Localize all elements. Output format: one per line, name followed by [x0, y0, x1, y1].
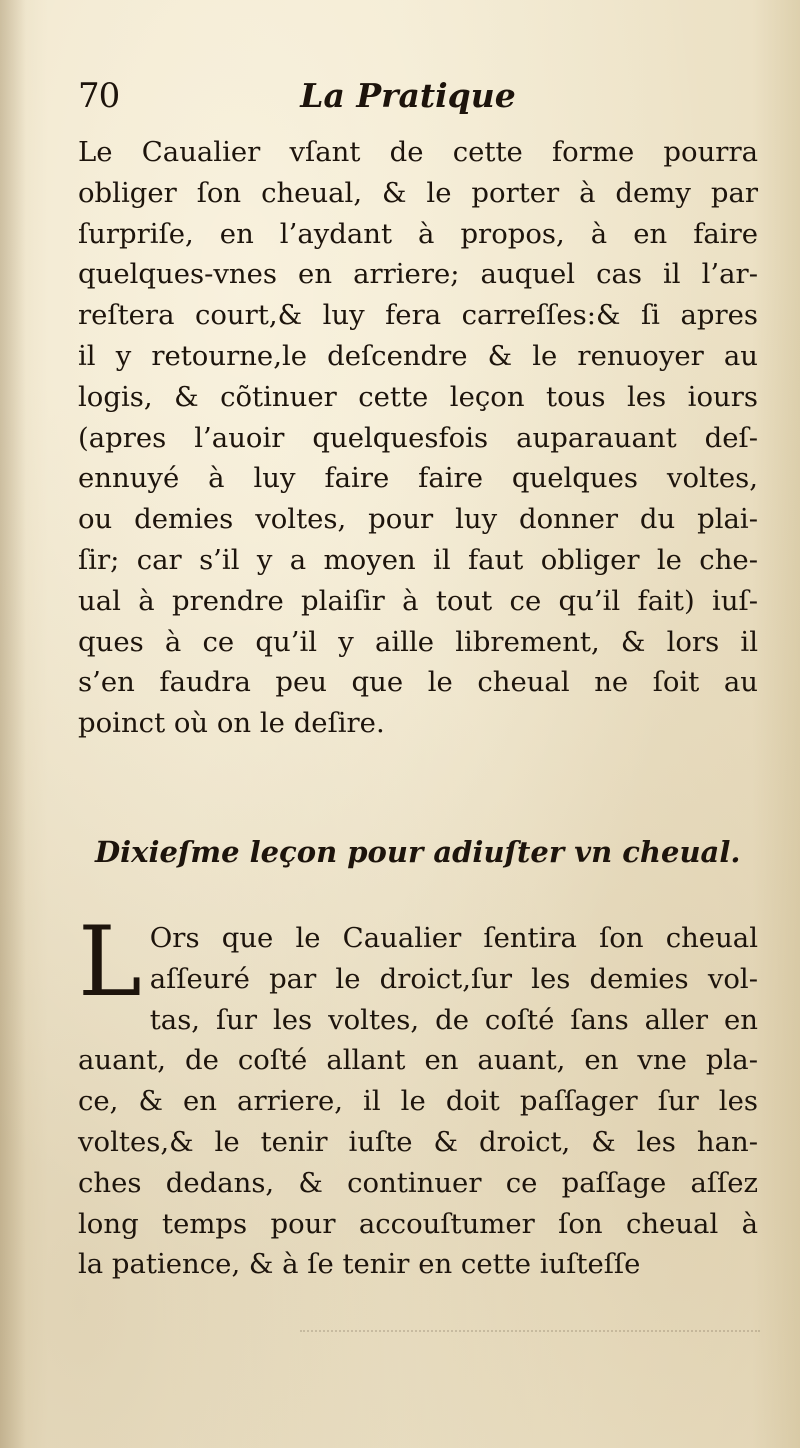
text-line: la patience, & à ſe tenir en cette iuſteſſe — [78, 1248, 641, 1281]
text-line: auant, de coſté allant en auant, en vne pla- — [78, 1044, 758, 1077]
text-line: s’en faudra peu que le cheual ne ſoit au — [78, 666, 758, 699]
text-line: il y retourne,le deſcendre & le renuoyer au — [78, 339, 758, 372]
text-line: voltes,& le tenir iuſte & droict, & les han- — [78, 1125, 758, 1158]
text-line: ennuyé à luy faire faire quelques voltes, — [78, 462, 758, 495]
text-line: ques à ce qu’il y aille librement, & lors il — [78, 625, 758, 658]
text-line: (apres l’auoir quelquesfois auparauant deſ- — [78, 421, 758, 454]
text-line: ſurpriſe, en l’aydant à propos, à en faire — [78, 217, 758, 250]
text-line: logis, & cõtinuer cette leçon tous les iours — [78, 380, 758, 413]
page-gutter-shadow — [0, 0, 26, 1448]
drop-cap: L — [78, 906, 142, 1018]
paragraph-2 — [78, 906, 758, 1285]
running-title: La Pratique — [300, 76, 516, 115]
text-line: Le Caualier vſant de cette forme pourra — [78, 136, 758, 168]
section-heading: Dixieſme leçon pour adiuſter vn cheual. — [95, 835, 741, 869]
text-line: reſtera court,& luy fera carreſſes:& ſi apres — [78, 299, 758, 332]
text-line: poinct où on le deſire. — [78, 707, 385, 740]
text-line: obliger ſon cheual, & le porter à demy par — [78, 176, 758, 209]
bleed-through-marks — [300, 1330, 760, 1352]
text-line: ches dedans, & continuer ce paſſage aſſez — [78, 1166, 758, 1199]
paragraph-1 — [78, 132, 758, 744]
text-line: tas, ſur les voltes, de coſté ſans aller en — [149, 1003, 758, 1036]
text-line: aſſeuré par le droict,ſur les demies vol- — [149, 962, 758, 995]
page-header — [78, 76, 738, 126]
page-number: 70 — [78, 76, 120, 116]
text-line: quelques-vnes en arriere; auquel cas il l’ar- — [78, 258, 758, 291]
text-line: ce, & en arriere, il le doit paſſager ſur les — [78, 1085, 758, 1118]
text-line: ſir; car s’il y a moyen il faut obliger le che- — [78, 543, 758, 576]
text-line: long temps pour accouſtumer ſon cheual à — [78, 1207, 758, 1240]
text-line: ual à prendre plaiſir à tout ce qu’il fait) iuſ- — [78, 584, 758, 617]
text-line: ou demies voltes, pour luy donner du plai- — [78, 503, 758, 536]
text-line: Ors que le Caualier ſentira ſon cheual — [149, 922, 758, 954]
